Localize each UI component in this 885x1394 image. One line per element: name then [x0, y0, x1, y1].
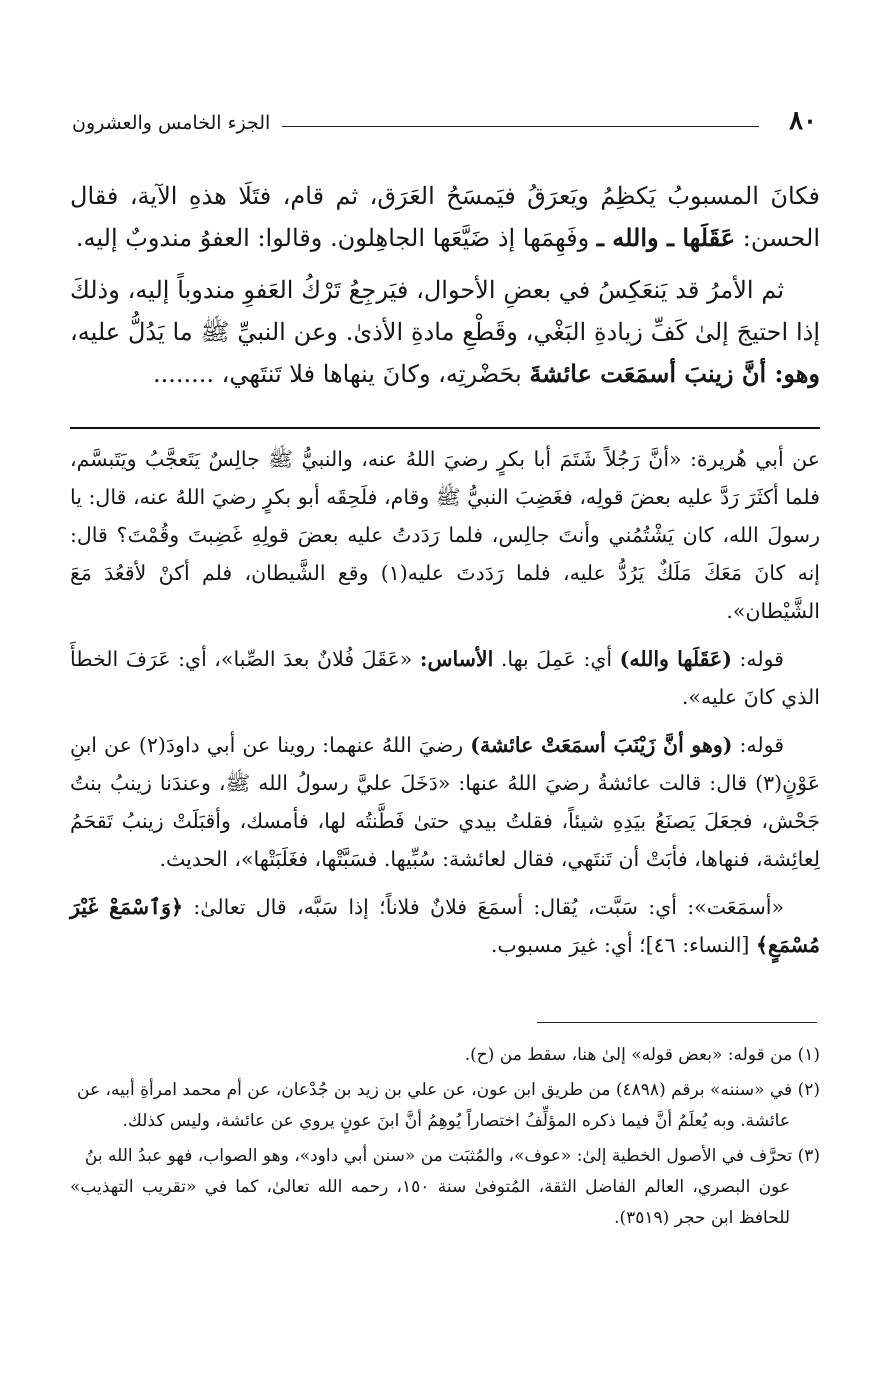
footnotes	[70, 1040, 820, 1238]
footnote-3: (٣) تحرَّف في الأصول الخطية إلىٰ: «عوف»، والمُثبَت من «سنن أبي داود»، وهو الصواب، فهو عبدُ الله بنُ عون البصري، العالم الفاضل الثقة، المُتوفىٰ سنة ١٥٠، رحمه الله تعالىٰ، كما في «تقريب التهذيب» للحافظ ابن حجر (٣٥١٩).	[70, 1146, 820, 1228]
commentary-paragraph: قوله: (وهو أنَّ زَيْنَبَ أسمَعَتْ عائشة) رضيَ اللهُ عنهما: روينا عن أبي داودَ(٢) عن ابنِ عَوْنٍ(٣) قال: قالت عائشةُ رضيَ اللهُ عنها: «دَخَلَ عليَّ رسولُ الله ﷺ، وعندَنا زينبُ بنتُ جَحْش، فجعَلَ يَصنَعُ بيَدِهِ شيئاً، فقلتُ بيدي حتىٰ فَطَّنتُه لها، فأمسك، وأقبَلَتْ زينبُ تَقحَمُ لِعائِشة، فنهاها، فأبَتْ أن تَنتَهي، فقال لعائشة: سُبِّيها. فسَبَّتْها، فغَلَبَتْها»، الحديث.	[70, 733, 820, 871]
footnote-rule	[537, 1022, 817, 1023]
commentary-divider	[70, 427, 820, 429]
quote-bold: عَقَلَها ـ والله ـ	[596, 223, 736, 252]
quote-bold: وهو: أنَّ زينبَ أسمَعَت عائشةَ	[529, 359, 820, 388]
footnote-2: (٢) في «سننه» برقم (٤٨٩٨) من طريق ابن عون، عن علي بن زيد بن جُدْعان، عن أم محمد امرأةِ أبيه، عن عائشة. وبه يُعلَمُ أنَّ فيما ذكره المؤلِّفُ اختصاراً يُوهِمُ أنَّ ابنَ عونٍ يروي عن عائشة، وليس كذلك.	[77, 1080, 820, 1131]
running-title: الجزء الخامس والعشرون	[72, 112, 271, 134]
header-rule	[282, 126, 759, 127]
main-paragraph: ثم الأمرُ قد يَنعَكِسُ في بعضِ الأحوال، فيَرجِعُ تَرْكُ العَفوِ مندوباً إليه، وذلكَ إذا احتيجَ إلىٰ كَفِّ زيادةِ البَغْي، وقَطْعِ مادةِ الأذىٰ. وعن النبيِّ ﷺ ما يَدُلُّ عليه، وهو: أنَّ زينبَ أسمَعَت عائشةَ بحَضْرتِه، وكانَ ينهاها فلا تَنتَهي، ........	[70, 276, 820, 388]
commentary-paragraph: قوله: (عَقَلَها والله) أي: عَمِلَ بها. الأساس: «عَقَلَ فُلانٌ بعدَ الصِّبا»، أي: عَرَفَ الخطأَ الذي كانَ عليه».	[70, 647, 820, 709]
commentary-text	[70, 440, 820, 974]
main-text	[70, 175, 820, 405]
page-header	[72, 108, 817, 148]
main-paragraph: فكانَ المسبوبُ يَكظِمُ ويَعرَقُ فيَمسَحُ العَرَق، ثم قام، فتَلَا هذهِ الآية، فقال الحسن: عَقَلَها ـ والله ـ وفَهِمَها إذ ضَيَّعَها الجاهِلون. وقالوا: العفوُ مندوبٌ إليه.	[70, 182, 820, 252]
page-number: ٨٠	[789, 106, 817, 136]
commentary-paragraph: «أسمَعَت»: أي: سَبَّت، يُقال: أسمَعَ فلانٌ فلاناً؛ إذا سَبَّه، قال تعالىٰ: ﴿وَٱسْمَعْ غَيْرَ مُسْمَعٍ﴾ [النساء: ٤٦]؛ أي: غيرَ مسبوب.	[70, 895, 820, 957]
footnote-1: (١) من قوله: «بعض قوله» إلىٰ هنا، سقط من (ح).	[464, 1045, 820, 1065]
commentary-paragraph: عن أبي هُريرة: «أنَّ رَجُلاً شَتَمَ أبا بكرٍ رضيَ اللهُ عنه، والنبيُّ ﷺ جالِسٌ يَتَعجَّبُ ويَتَبسَّم، فلما أكثَرَ رَدَّ عليه بعضَ قولِه، فغَضِبَ النبيُّ ﷺ وقام، فلَحِقَه أبو بكرٍ رضيَ اللهُ عنه، قال: يا رسولَ الله، كان يَشْتُمُني وأنتَ جالِس، فلما رَدَدتُ عليه بعضَ قولِهِ غَضِبتَ وقُمْتَ؟ قال: إنه كانَ مَعَكَ مَلَكٌ يَرُدُّ عليه، فلما رَدَدتَ عليه(١) وقع الشَّيطان، فلم أكنْ لأقعُدَ مَعَ الشَّيْطان».	[70, 447, 820, 623]
